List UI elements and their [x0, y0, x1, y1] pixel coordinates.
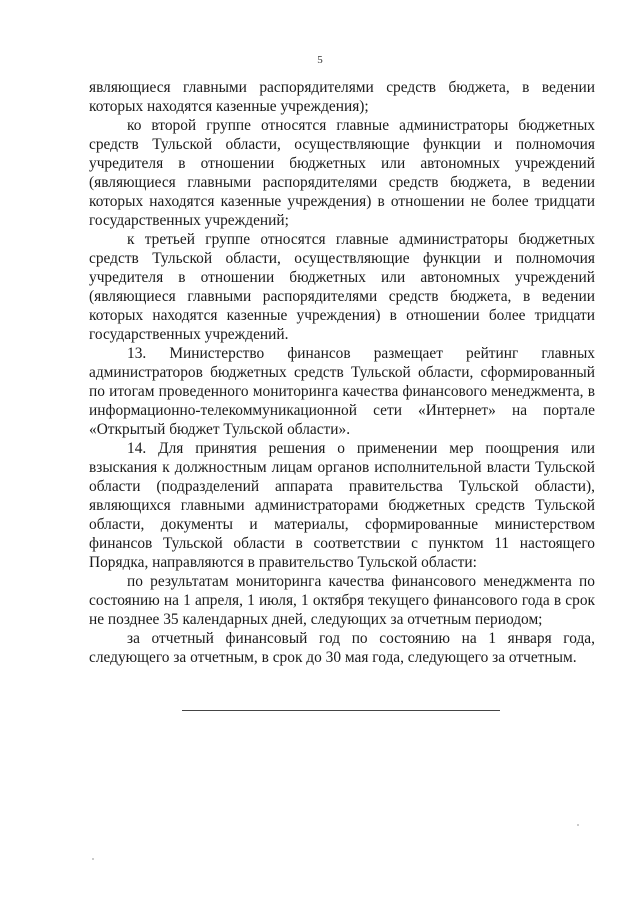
paragraph-second-group: ко второй группе относятся главные администраторы бюджетных средств Тульской области, осуществляющие функции и полномочия учредителя в отношении бюджетных или автономных учреждений (являющиеся главными распорядителями средств бюджета, в ведении которых находятся казенные учреждения) в отношении не более тридцати государственных учреждений;: [89, 117, 595, 229]
document-body: [89, 78, 595, 667]
page-number: 5: [317, 54, 323, 66]
paragraph-annual-monitoring: за отчетный финансовый год по состоянию на 1 января года, следующего за отчетным, в срок до 30 мая года, следующего за отчетным.: [89, 630, 595, 666]
scan-speck: [92, 858, 94, 860]
paragraph-quarterly-monitoring: по результатам мониторинга качества финансового менеджмента по состоянию на 1 апреля, 1 июля, 1 октября текущего финансового года в срок не позднее 35 календарных дней, следующих за отчетным периодом;: [89, 573, 595, 628]
paragraph-continuation: являющиеся главными распорядителями средств бюджета, в ведении которых находятся казенные учреждения);: [89, 79, 595, 115]
paragraph-item-14: 14. Для принятия решения о применении мер поощрения или взыскания к должностным лицам органов исполнительной власти Тульской области (подразделений аппарата правительства Тульской области), являющихся главными администраторами бюджетных средств Тульской области, документы и материалы, сформированные министерством финансов Тульской области в соответствии с пунктом 11 настоящего Порядка, направляются в правительство Тульской области:: [89, 440, 595, 571]
paragraph-third-group: к третьей группе относятся главные администраторы бюджетных средств Тульской области, осуществляющие функции и полномочия учредителя в отношении бюджетных или автономных учреждений (являющиеся главными распорядителями средств бюджета, в ведении которых находятся казенные учреждения) в отношении более тридцати государственных учреждений.: [89, 231, 595, 343]
end-divider-line: [182, 710, 500, 711]
scan-speck: [577, 824, 579, 826]
paragraph-item-13: 13. Министерство финансов размещает рейтинг главных администраторов бюджетных средств Тульской области, сформированный по итогам проведенного мониторинга качества финансового менеджмента, в информационно-телекоммуникационной сети «Интернет» на портале «Открытый бюджет Тульской области».: [89, 345, 595, 438]
